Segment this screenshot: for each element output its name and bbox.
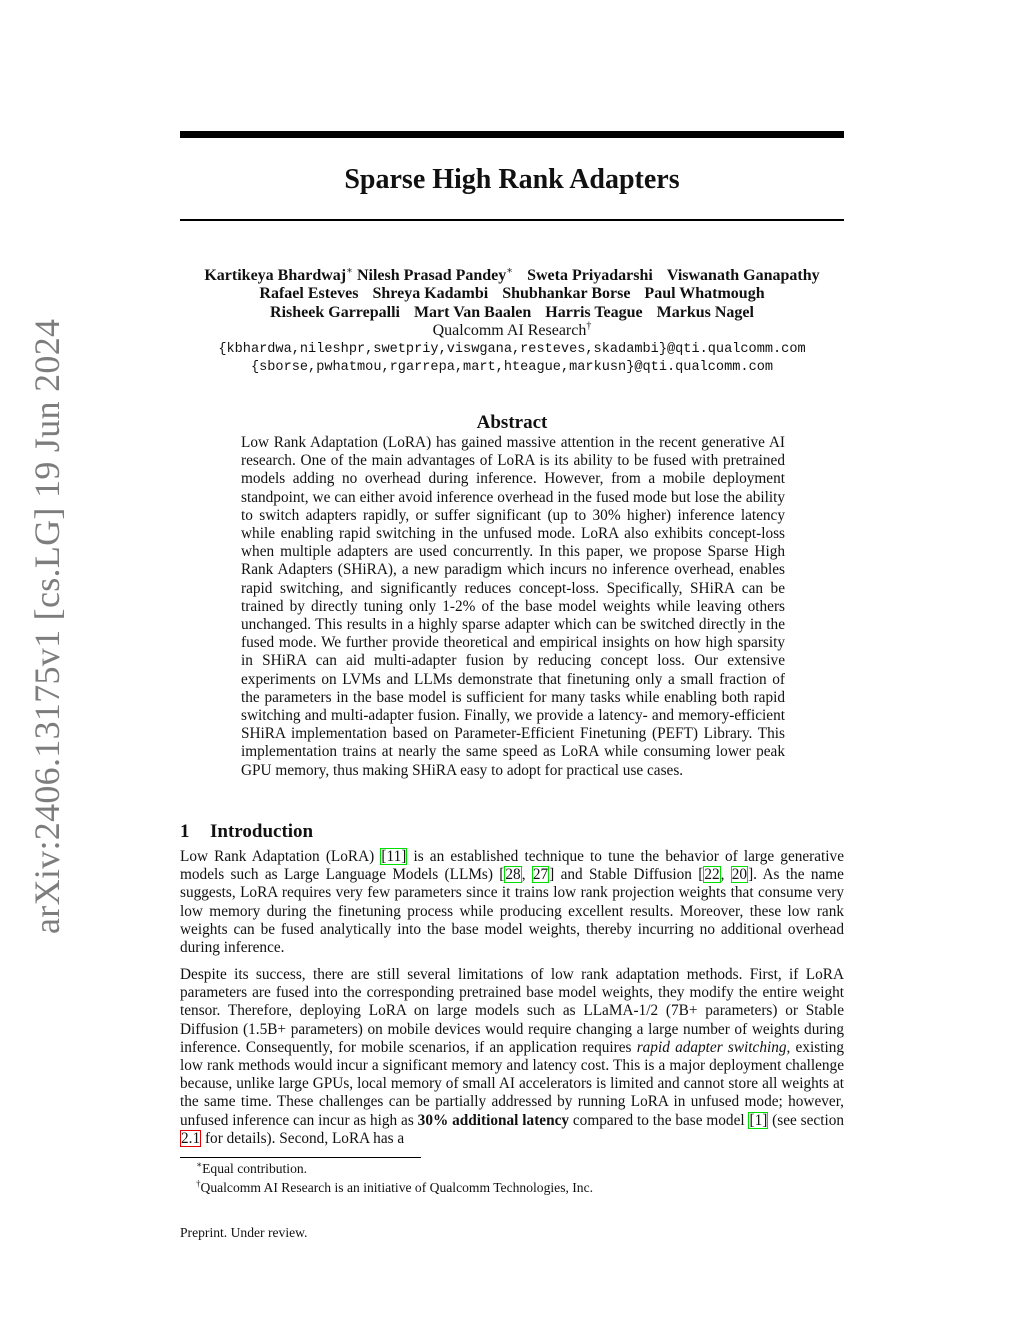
author-name: Viswanath Ganapathy	[666, 267, 820, 284]
paper-title: Sparse High Rank Adapters	[344, 164, 680, 195]
section-title: Introduction	[210, 821, 314, 842]
citation-link[interactable]: 22	[704, 866, 720, 884]
footnote-2: †Qualcomm AI Research is an initiative of Qualcomm Technologies, Inc.	[196, 1178, 594, 1195]
author-name: Paul Whatmough	[644, 285, 765, 303]
author-name: Harris Teague	[545, 303, 643, 321]
section-reference-link[interactable]: 2.1	[181, 1129, 201, 1147]
author-name: Rafael Esteves	[259, 285, 359, 303]
abstract-heading: Abstract	[476, 412, 548, 433]
arxiv-sidebar-stamp: arXiv:2406.13175v1 [cs.LG] 19 Jun 2024	[27, 318, 67, 934]
author-block	[140, 267, 884, 377]
author-name: Shubhankar Borse	[502, 285, 631, 303]
author-name: Nilesh Prasad Pandey	[356, 267, 507, 284]
section-number: 1	[180, 821, 190, 842]
title-bottom-rule	[180, 219, 844, 221]
author-row-1	[140, 267, 884, 285]
author-name: Risheek Garrepalli	[270, 303, 400, 321]
citation-link[interactable]: 28	[505, 866, 521, 884]
author-name: Kartikeya Bhardwaj	[204, 267, 347, 284]
author-row-2	[140, 285, 884, 303]
footnote-1: ∗Equal contribution.	[196, 1159, 308, 1176]
affiliation-mark: †	[586, 320, 592, 332]
emphasis-text: rapid adapter switching	[636, 1038, 787, 1056]
bold-text: 30% additional latency	[417, 1111, 570, 1129]
intro-paragraph-2: Despite its success, there are still several limitations of low rank adaptation methods. First, if LoRA parameters are fused into the corresponding pretrained base model weights, they modify the entire weight tensor. Therefore, deploying LoRA on large models such as LLaMA-1/2 (7B+ parameters) or Stable Diffusion (1.5B+ parameters) on mobile devices would require changing a large number of weights during inference. Consequently, for mobile scenarios, if an application requires rapid adapter switching, existing low rank methods would incur a significant memory and latency cost. This is a major deployment challenge because, unlike large GPUs, local memory of small AI accelerators is limited and cannot store all weights at the same time. These challenges can be partially addressed by running LoRA in unfused mode; however, unfused inference can incur as high as 30% additional latency compared to the base model [1] (see section 2.1 for details). Second, LoRA has a	[180, 966, 844, 1147]
footnote-rule	[180, 1157, 421, 1158]
citation-link[interactable]: 27	[532, 866, 549, 884]
author-row-3	[140, 304, 884, 322]
intro-paragraph-1: Low Rank Adaptation (LoRA) [11] is an established technique to tune the behavior of large generative models such as Large Language Models (LLMs) [28, 27] and Stable Diffusion [22, 20]. As the name suggests, LoRA requires very few parameters since it trains low rank projection weights that consume very low memory during the finetuning process while producing excellent results. Moreover, these low rank weights can be fused analytically into the base model weights, thereby incurring no additional overhead during inference.	[180, 848, 844, 957]
footnotes	[196, 1159, 593, 1197]
email-line-2[interactable]: {sborse,pwhatmou,rgarrepa,mart,hteague,markusn}@qti.qualcomm.com	[250, 360, 774, 376]
citation-link[interactable]: [1]	[749, 1111, 768, 1129]
citation-link[interactable]: 20	[731, 866, 748, 884]
author-name: Mart Van Baalen	[413, 303, 532, 321]
equal-contribution-mark: ∗	[506, 265, 514, 277]
affiliation: Qualcomm AI Research†	[432, 320, 592, 340]
title-top-rule	[180, 131, 844, 138]
email-line-1[interactable]: {kbhardwa,nileshpr,swetpriy,viswgana,resteves,skadambi}@qti.qualcomm.com	[218, 341, 806, 357]
author-name: Markus Nagel	[656, 303, 754, 321]
preprint-note: Preprint. Under review.	[180, 1225, 308, 1240]
abstract-text: Low Rank Adaptation (LoRA) has gained massive attention in the recent generative AI research. One of the main advantages of LoRA is its ability to be fused with pretrained models adding no overhead during inference. However, from a mobile deployment standpoint, we can either avoid inference overhead in the fused mode but lose the ability to switch adapters rapidly, or suffer significant (up to 30% higher) inference latency while enabling rapid switching in the unfused mode. LoRA also exhibits concept-loss when multiple adapters are used concurrently. In this paper, we propose Sparse High Rank Adapters (SHiRA), a new paradigm which incurs no inference overhead, enables rapid switching, and significantly reduces concept-loss. Specifically, SHiRA can be trained by directly tuning only 1-2% of the base model weights while leaving others unchanged. This results in a highly sparse adapter which can be switched directly in the fused mode. We further provide theoretical and empirical insights on how high sparsity in SHiRA can aid multi-adapter fusion by reducing concept loss. Our extensive experiments on LVMs and LLMs demonstrate that finetuning only a small fraction of the parameters in the base model is sufficient for many tasks while enabling both rapid switching and multi-adapter fusion. Finally, we provide a latency- and memory-efficient SHiRA implementation based on Parameter-Efficient Finetuning (PEFT) Library. This implementation trains at nearly the same speed as LoRA while consuming lower peak GPU memory, thus making SHiRA easy to adopt for practical use cases.	[241, 434, 785, 779]
equal-contribution-mark: ∗	[346, 265, 353, 277]
author-name: Shreya Kadambi	[372, 285, 489, 303]
citation-link[interactable]: [11]	[381, 848, 407, 865]
section-heading-introduction	[180, 821, 313, 843]
author-name: Sweta Priyadarshi	[527, 267, 653, 284]
